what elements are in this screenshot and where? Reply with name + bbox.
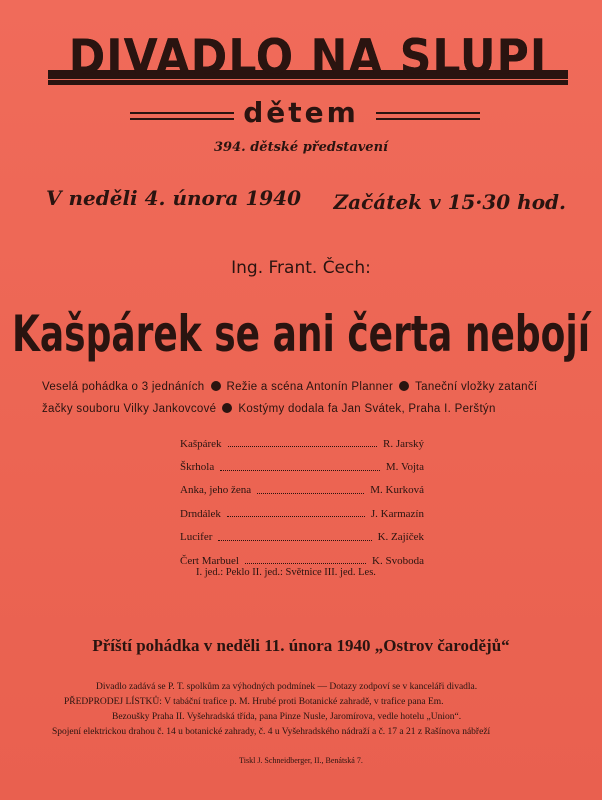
cast-row [180, 502, 424, 525]
footer-line-3: Bezoušky Praha II. Vyšehradská třída, pana Pinze Nusle, Jaromírova, vedle hotelu „Union“. [112, 712, 462, 722]
theatre-title: DIVADLO NA SLUPI [68, 29, 548, 86]
start-time: Začátek v 15·30 hod. [333, 190, 566, 214]
subtitle-rule-left-bottom [130, 118, 234, 120]
author: Ing. Frant. Čech: [231, 258, 371, 278]
cast-actor: M. Vojta [385, 461, 424, 474]
dot-leader [227, 516, 365, 517]
next-show: Příští pohádka v neděli 11. února 1940 „Ostrov čarodějů“ [92, 636, 510, 655]
bullet-dot-icon [222, 403, 232, 413]
description-item: Režie a scéna Antonín Planner [226, 381, 394, 393]
description-item: Taneční vložky zatančí [415, 381, 538, 393]
subtitle-rule-right-top [376, 112, 480, 114]
description-item: Kostýmy dodala fa Jan Svátek, Praha I. Perštýn [238, 403, 496, 415]
scene-list: I. jed.: Peklo II. jed.: Světnice III. jed. Les. [196, 567, 376, 578]
subtitle-rule-left-top [130, 112, 234, 114]
bullet-dot-icon [211, 381, 221, 391]
cast-row [180, 526, 424, 549]
cast-actor: M. Kurková [370, 484, 424, 497]
performance-number: 394. dětské představení [214, 140, 388, 155]
subtitle-rule-right-bottom [376, 118, 480, 120]
dot-leader [220, 470, 380, 471]
dot-leader [257, 493, 364, 494]
bullet-dot-icon [399, 381, 409, 391]
cast-actor: R. Jarský [383, 437, 424, 450]
footer-line-4: Spojení elektrickou drahou č. 14 u botanické zahrady, č. 4 u Vyšehradského nádraží a č. 17 a 21 z Rašínova nábřeží [52, 727, 491, 737]
printer-credit: Tiskl J. Schneidberger, II., Benátská 7. [239, 756, 363, 765]
cast-role: Čert Marbuel [180, 554, 239, 567]
cast-row [180, 455, 424, 478]
description-line-1 [42, 381, 537, 393]
cast-row [180, 432, 424, 455]
cast-role: Anka, jeho žena [180, 484, 252, 497]
footer-line-2: PŘEDPRODEJ LÍSTKŮ: V tabáční trafice p. M. Hrubé proti Botanické zahradě, v trafice pana Em. [64, 697, 444, 707]
cast-role: Škrhola [180, 461, 215, 474]
footer-line-1: Divadlo zadává se P. T. spolkům za výhodných podmínek — Dotazy zodpoví se v kanceláři divadla. [96, 682, 478, 692]
play-title: Kašpárek se ani čerta nebojí [11, 306, 591, 364]
cast-actor: K. Svoboda [372, 554, 424, 567]
cast-role: Lucifer [180, 531, 213, 544]
dot-leader [228, 446, 378, 447]
dot-leader [218, 540, 371, 541]
cast-role: Drndálek [180, 507, 221, 520]
cast-actor: J. Karmazín [370, 507, 424, 520]
performance-date: V neděli 4. února 1940 [46, 186, 301, 210]
cast-actor: K. Zajíček [377, 531, 424, 544]
audience-subtitle: dětem [243, 96, 359, 129]
title-band [48, 30, 568, 94]
cast-row [180, 479, 424, 502]
cast-list [180, 432, 424, 572]
description-line-2 [42, 403, 496, 415]
dot-leader [245, 563, 366, 564]
description-item: žačky souboru Vilky Jankovcové [42, 403, 217, 415]
description-item: Veselá pohádka o 3 jednáních [42, 381, 205, 393]
cast-role: Kašpárek [180, 437, 222, 450]
